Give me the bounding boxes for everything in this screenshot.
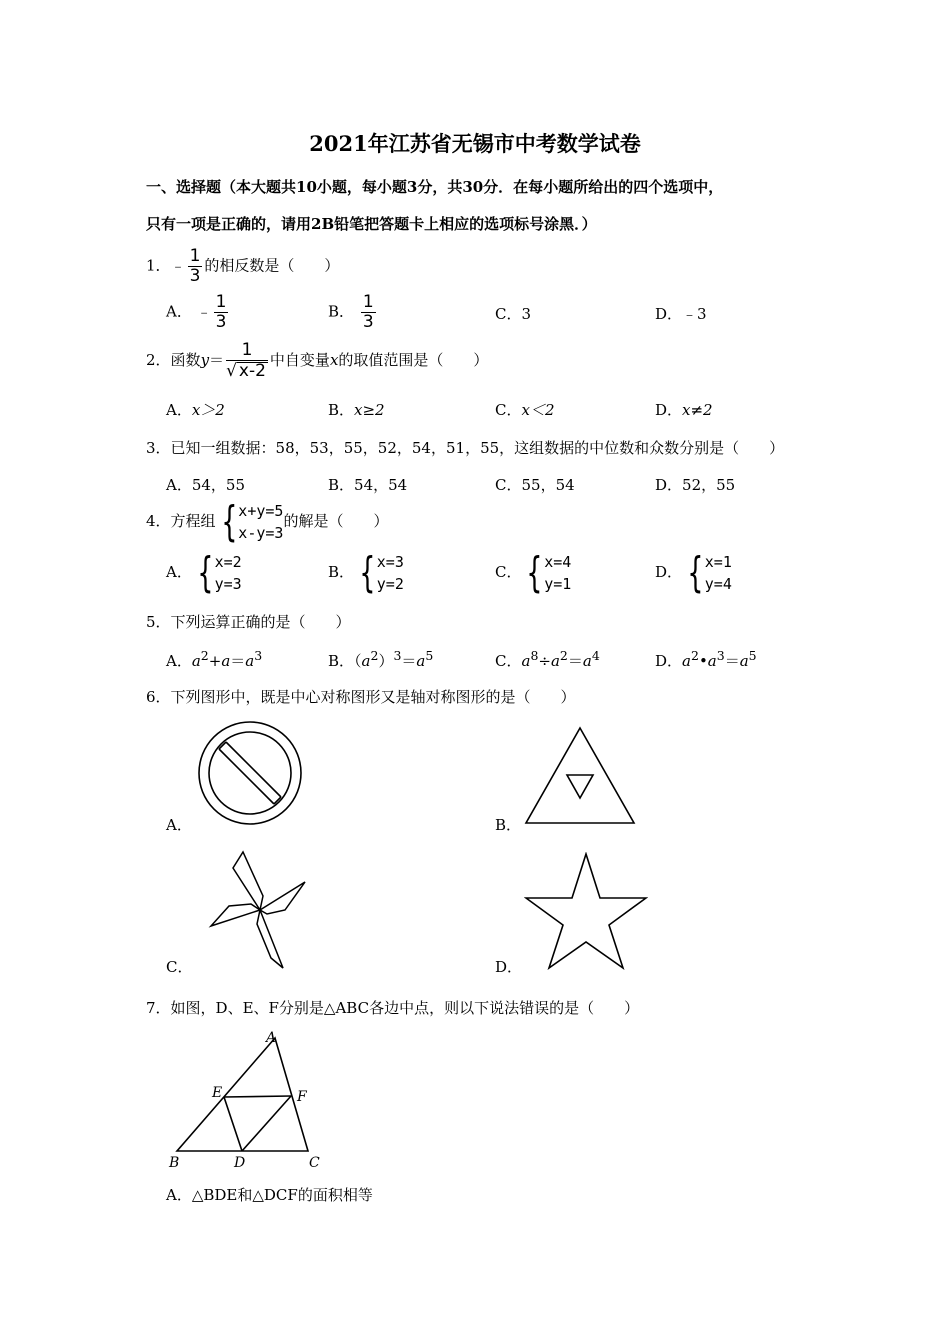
- q1-option-d[interactable]: D．﹣3: [655, 305, 707, 323]
- question-4: 4．方程组 { x+y=5 x-y=3 的解是（ ）: [146, 497, 389, 546]
- q4-option-a[interactable]: A． { x=2 y=3: [166, 548, 242, 597]
- q1-option-b[interactable]: B． $\frac{1}{3}$: [328, 292, 374, 332]
- q2-option-b[interactable]: B．x≥2: [328, 401, 385, 419]
- q1-text: 的相反数是（ ）: [204, 256, 340, 275]
- question-7: 7．如图，D、E、F分别是△ABC各边中点，则以下说法错误的是（ ）: [146, 999, 640, 1017]
- q6-figure-prohibition-sign: [195, 718, 305, 828]
- q7-label-c: C: [309, 1155, 320, 1171]
- question-3: 3．已知一组数据：58，53，55，52，54，51，55，这组数据的中位数和众数分别是（ ）: [146, 439, 785, 457]
- exam-title: 2021年江苏省无锡市中考数学试卷: [309, 131, 641, 156]
- q5-option-a[interactable]: A．$a^2+a=a^3$: [166, 648, 263, 670]
- q2-option-c[interactable]: C．x＜2: [495, 401, 555, 419]
- q6-option-c[interactable]: C．: [166, 958, 193, 976]
- q1-option-c[interactable]: C．3: [495, 305, 532, 323]
- q6-figure-star: [524, 852, 648, 970]
- q4-brace: {: [220, 497, 237, 546]
- q7-label-e: E: [212, 1085, 223, 1101]
- q6-option-b[interactable]: B．: [495, 816, 522, 834]
- q1-neg: ﹣: [170, 256, 186, 275]
- q4-system: x+y=5 x-y=3: [238, 502, 284, 542]
- q1-option-a[interactable]: A． ﹣ $\frac{1}{3}$: [166, 292, 227, 332]
- section-instructions-line2: 只有一项是正确的，请用2B铅笔把答题卡上相应的选项标号涂黑．）: [146, 215, 597, 233]
- q3-option-c[interactable]: C．55，54: [495, 476, 575, 494]
- question-6: 6．下列图形中，既是中心对称图形又是轴对称图形的是（ ）: [146, 688, 576, 706]
- q7-label-b: B: [169, 1155, 180, 1171]
- q2-option-d[interactable]: D．x≠2: [655, 401, 713, 419]
- q2-option-a[interactable]: A．x＞2: [166, 401, 225, 419]
- q3-option-a[interactable]: A．54，55: [166, 476, 246, 494]
- q6-option-d[interactable]: D．: [495, 958, 523, 976]
- question-5: 5．下列运算正确的是（ ）: [146, 613, 351, 631]
- section-instructions-line1: 一、选择题（本大题共10小题，每小题3分，共30分．在每小题所给出的四个选项中，: [146, 178, 724, 196]
- q4-option-d[interactable]: D． { x=1 y=4: [655, 548, 732, 597]
- q7-option-a[interactable]: A．△BDE和△DCF的面积相等: [166, 1186, 373, 1204]
- q3-option-b[interactable]: B．54，54: [328, 476, 408, 494]
- q4-option-b[interactable]: B． { x=3 y=2: [328, 548, 404, 597]
- q3-option-d[interactable]: D．52，55: [655, 476, 736, 494]
- q5-option-b[interactable]: B．$(a^2)^3=a^5$: [328, 648, 434, 670]
- question-1: [146, 248, 339, 285]
- q6-figure-pinwheel: [205, 850, 315, 970]
- q6-option-a[interactable]: A．: [166, 816, 192, 834]
- q5-option-d[interactable]: D．$a^2•a^3=a^5$: [655, 648, 757, 670]
- q2-fraction: $\frac{1}{√ x-2}$: [226, 340, 266, 381]
- q1-number: 1．: [146, 256, 171, 275]
- q6-figure-nested-triangles: [524, 726, 636, 826]
- question-2: 2．函数y＝ $\frac{1}{√ x-2}$ 中自变量x的取值范围是（ ）: [146, 340, 489, 381]
- q7-label-f: F: [297, 1089, 307, 1105]
- q1-fraction: $\frac{1}{3}$: [189, 246, 201, 286]
- q5-option-c[interactable]: C．$a^8\div a^2=a^4$: [495, 648, 600, 670]
- q7-label-a: A: [266, 1030, 277, 1046]
- q4-option-c[interactable]: C． { x=4 y=1: [495, 548, 572, 597]
- q7-label-d: D: [234, 1155, 246, 1171]
- q7-triangle-figure: [160, 1026, 340, 1174]
